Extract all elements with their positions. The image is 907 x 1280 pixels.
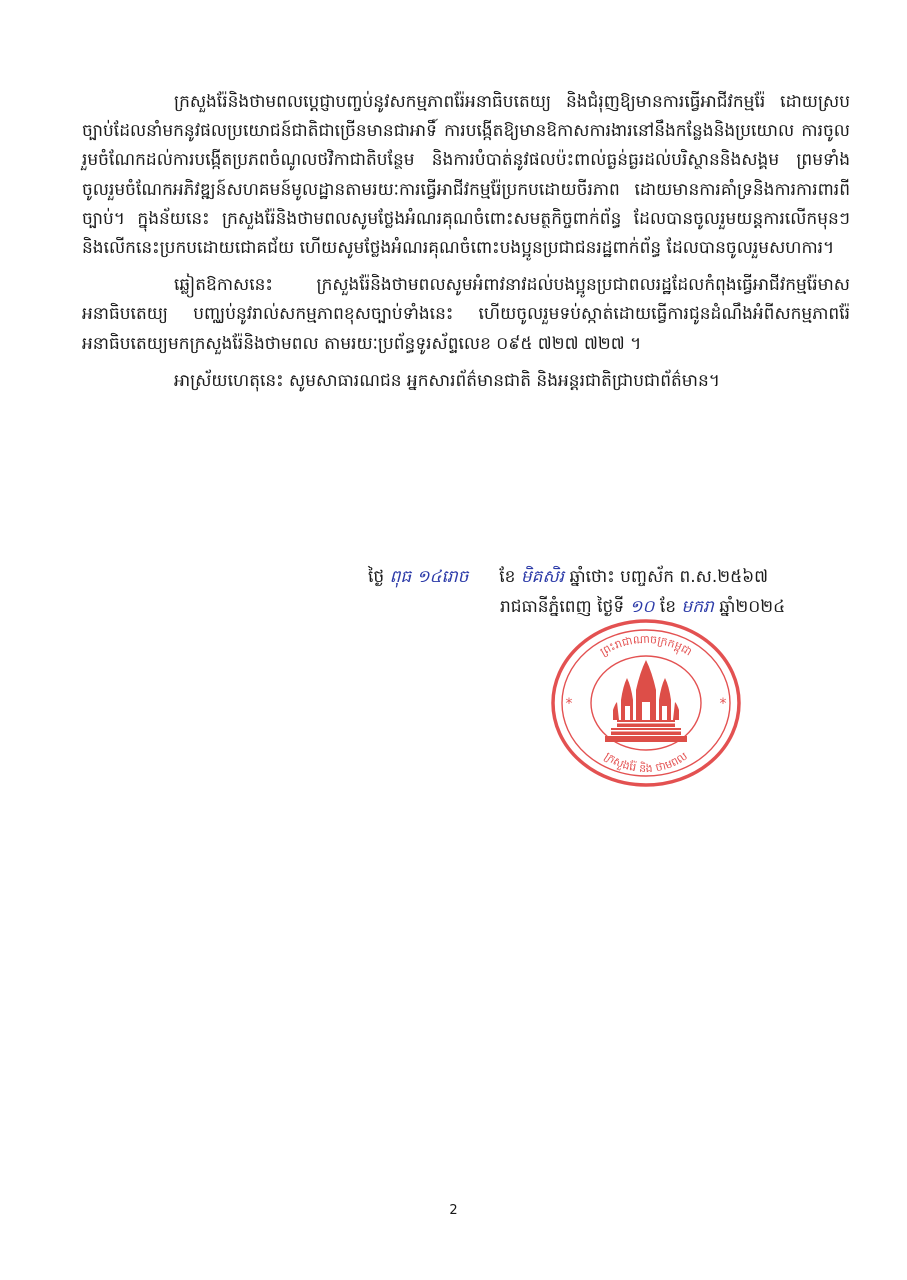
solar-month-handwritten: មករា (681, 597, 714, 617)
solar-day-prefix: រាជធានីភ្នំពេញ ថ្ងៃទី (500, 597, 625, 617)
svg-text:*: * (565, 696, 573, 712)
page-number: 2 (449, 1203, 458, 1218)
lunar-month-label: ខែ (499, 567, 516, 587)
solar-day-handwritten: ១០ (629, 597, 655, 617)
paragraph-closing: អាស្រ័យហេតុនេះ សូមសាធារណជន អ្នកសារព័ត៌មានជាតិ និងអន្តរជាតិជ្រាបជាព័ត៌មាន។ (174, 370, 720, 391)
lunar-day-prefix: ថ្ងៃ (368, 567, 385, 587)
ministry-seal-stamp (547, 616, 745, 790)
paragraph-ministry-commitment: ក្រសួងរ៉ែនិងថាមពលប្ដេជ្ញាបញ្ចប់នូវសកម្មភាពរ៉ែអនាធិបតេយ្យ និងជំរុញឱ្យមានការធ្វើអាជីវកម្មរ៉ែ ដោយស្របច្បាប់ដែលនាំមកនូវផលប្រយោជន៍ជាតិជាច្រើនមានជាអាទិ៍ ការបង្កើតឱ្យមានឱកាសការងារនៅនឹងកន្លែងនិងប្រយោល ការចូលរួមចំណែកដល់ការបង្កើតប្រភពចំណូលថវិកាជាតិបន្ថែម និងការបំបាត់នូវផលប៉ះពាល់ធ្ងន់ធ្ងរដល់បរិស្ថាននិងសង្គម ព្រមទាំងចូលរួមចំណែកអភិវឌ្ឍន៍សហគមន៍មូលដ្ឋានតាមរយៈការធ្វើអាជីវកម្មរ៉ែប្រកបដោយចីរភាព ដោយមានការគាំទ្រនិងការការពារពីច្បាប់។ ក្នុងន័យនេះ ក្រសួងរ៉ែនិងថាមពលសូមថ្លែងអំណរគុណចំពោះសមត្ថកិច្ចពាក់ព័ន្ធ ដែលបានចូលរួមយន្តការលើកមុនៗ និងលើកនេះប្រកបដោយជោគជ័យ ហើយសូមថ្លែងអំណរគុណចំពោះបងប្អូនប្រជាជនរដ្ឋពាក់ព័ន្ធ ដែលបានចូលរួមសហការ។ (82, 92, 850, 259)
svg-text:*: * (719, 696, 727, 712)
seal-bottom-text: ក្រសួងរ៉ែ និង ថាមពល (602, 749, 690, 776)
lunar-date-line (368, 562, 768, 592)
document-body (82, 88, 850, 404)
seal-top-text: ព្រះរាជាណាចក្រកម្ពុជា (598, 632, 695, 659)
paragraph-appeal: ឆ្លៀតឱកាសនេះ ក្រសួងរ៉ែនិងថាមពលសូមអំពាវនាវដល់បងប្អូនប្រជាពលរដ្ឋដែលកំពុងធ្វើអាជីវកម្មរ៉ែមាសអនាធិបតេយ្យ បញ្ឈប់នូវរាល់សកម្មភាពខុសច្បាប់ទាំងនេះ ហើយចូលរួមទប់ស្កាត់ដោយធ្វើការជូនដំណឹងអំពីសកម្មភាពរ៉ែអនាធិបតេយ្យមកក្រសួងរ៉ែនិងថាមពល តាមរយៈប្រព័ន្ធទូរស័ព្ទលេខ ០៩៥ ៧២៧ ៧២៧ ។ (82, 275, 850, 354)
lunar-day-handwritten: ពុធ ១៤រោច (389, 567, 469, 587)
lunar-year-text: ឆ្នាំថោះ បញ្ចស័ក ព.ស.២៥៦៧ (569, 567, 769, 587)
solar-month-label: ខែ (659, 597, 677, 617)
solar-year-text: ឆ្នាំ២០២៤ (719, 597, 786, 617)
lunar-month-handwritten: មិគសិរ (520, 567, 565, 587)
angkor-temple-emblem (605, 660, 687, 742)
